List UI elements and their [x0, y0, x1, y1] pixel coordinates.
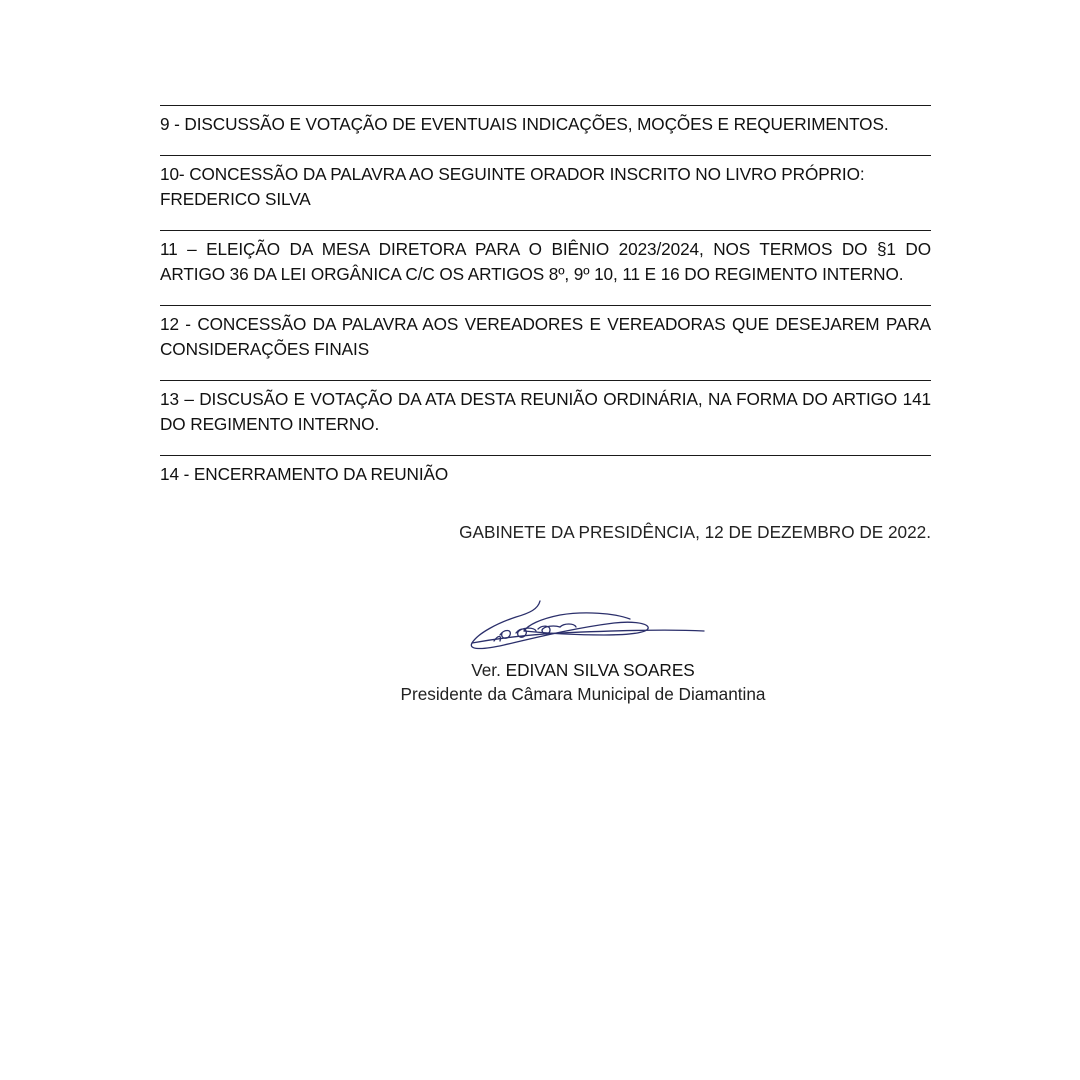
agenda-item-text: 12 - CONCESSÃO DA PALAVRA AOS VEREADORES E VEREADORAS QUE DESEJAREM PARA CONSIDERAÇÕES FINAIS: [160, 314, 931, 359]
agenda-item-14: [160, 455, 931, 487]
signer-title: Ver.: [471, 660, 501, 680]
agenda-item-9: [160, 105, 931, 137]
agenda-item-text: 13 – DISCUSÃO E VOTAÇÃO DA ATA DESTA REUNIÃO ORDINÁRIA, NA FORMA DO ARTIGO 141 DO REGIMENTO INTERNO.: [160, 389, 931, 434]
agenda-item-10: [160, 155, 931, 212]
agenda-item-text: 11 – ELEIÇÃO DA MESA DIRETORA PARA O BIÊNIO 2023/2024, NOS TERMOS DO §1 DO ARTIGO 36 DA LEI ORGÂNICA C/C OS ARTIGOS 8º, 9º 10, 11 E 16 DO REGIMENTO INTERNO.: [160, 239, 931, 284]
agenda-item-13: [160, 380, 931, 437]
signer-block: [340, 658, 826, 706]
agenda-item-text: 14 - ENCERRAMENTO DA REUNIÃO: [160, 464, 449, 484]
signer-role: Presidente da Câmara Municipal de Diamantina: [400, 684, 766, 704]
closing-place-date: GABINETE DA PRESIDÊNCIA, 12 DE DEZEMBRO DE 2022.: [459, 522, 931, 542]
agenda-item-text: 10- CONCESSÃO DA PALAVRA AO SEGUINTE ORADOR INSCRITO NO LIVRO PRÓPRIO: FREDERICO SILVA: [160, 164, 865, 209]
agenda-item-11: [160, 230, 931, 287]
agenda-list: [160, 105, 931, 505]
signer-line: [340, 658, 826, 682]
agenda-item-text: 9 - DISCUSSÃO E VOTAÇÃO DE EVENTUAIS INDICAÇÕES, MOÇÕES E REQUERIMENTOS.: [160, 114, 889, 134]
signer-name: EDIVAN SILVA SOARES: [505, 660, 695, 680]
agenda-item-12: [160, 305, 931, 362]
handwritten-signature: [464, 595, 714, 661]
